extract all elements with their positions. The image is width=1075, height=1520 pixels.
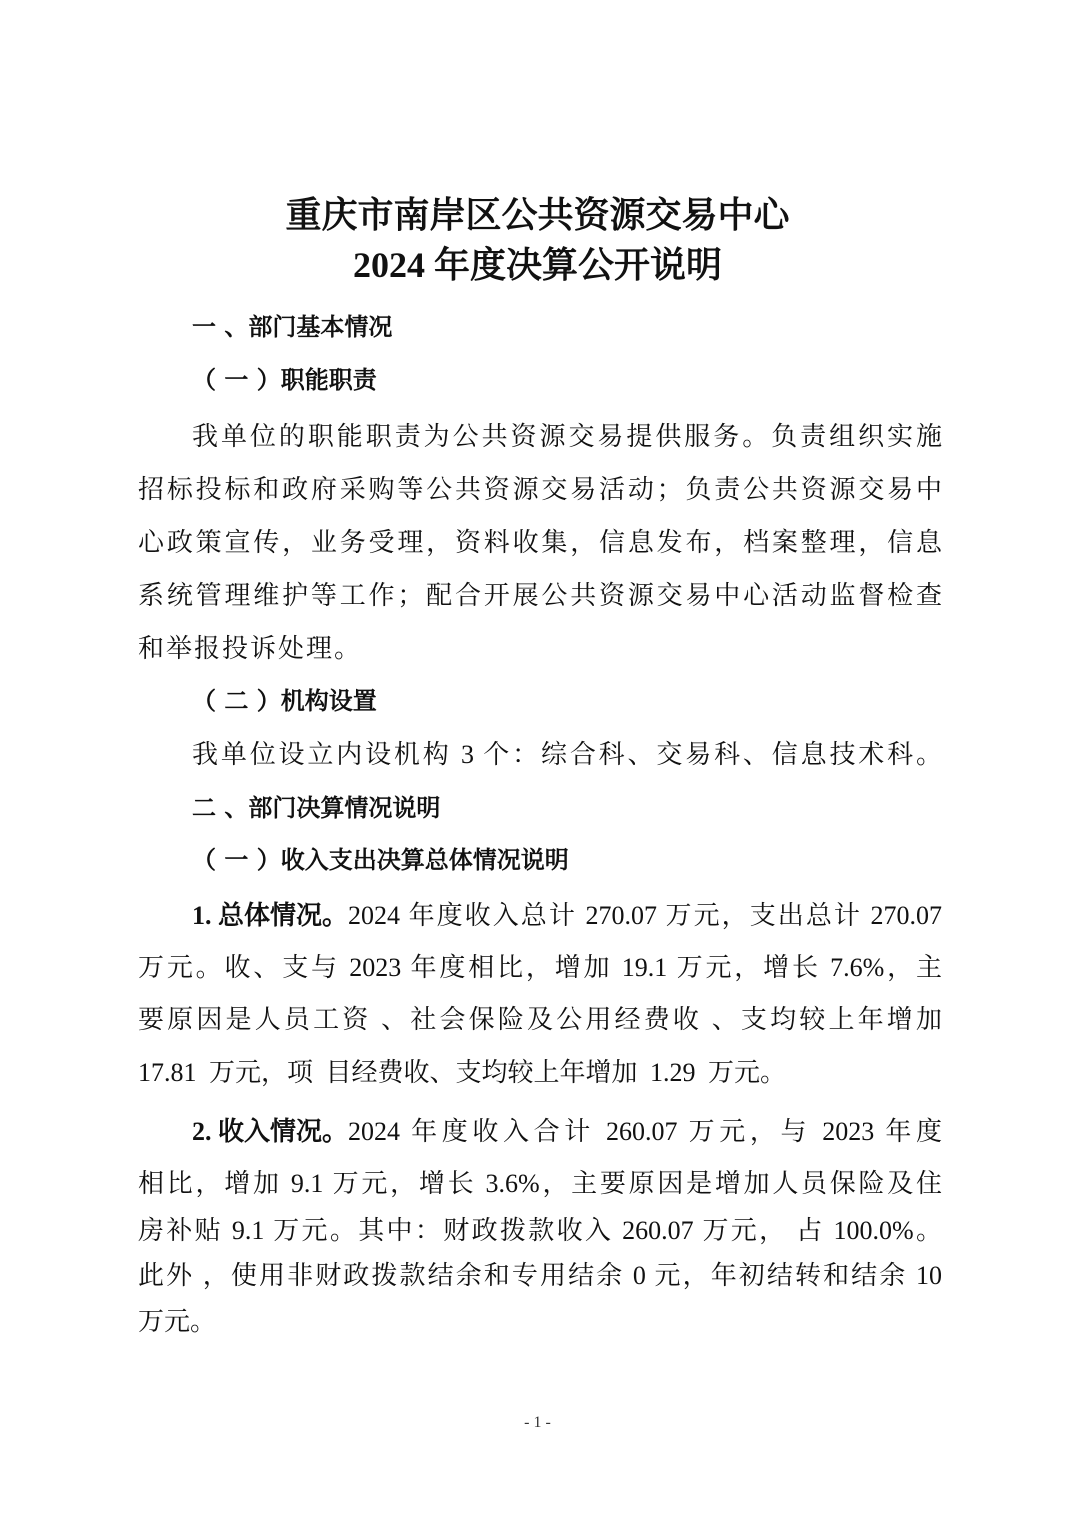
page-number: - 1 - <box>524 1414 551 1431</box>
paragraph-line: 房补贴 9.1 万元。其中：财政拨款收入 260.07 万元， 占 100.0%。 <box>138 1216 942 1245</box>
paragraph-line: 万元。收、支与 2023 年度相比，增加 19.1 万元，增长 7.6%，主 <box>138 953 942 982</box>
paragraph-line: 系统管理维护等工作；配合开展公共资源交易中心活动监督检查 <box>138 581 942 610</box>
paragraph-line: 17.81 万元，项 目经费收、支均较上年增加 1.29 万元。 <box>138 1058 787 1087</box>
paragraph-line <box>192 899 942 933</box>
paragraph-lead-overall: 1. 总体情况。 <box>192 901 349 930</box>
paragraph-lead-income: 2. 收入情况。 <box>192 1117 349 1146</box>
paragraph-line: 心政策宣传，业务受理，资料收集，信息发布，档案整理，信息 <box>138 528 942 557</box>
subsection-heading-organization: （ 二 ）机构设置 <box>192 687 377 715</box>
paragraph-text: 2024 年度收入总计 270.07 万元，支出总计 270.07 <box>348 901 942 930</box>
section-heading-2: 二 、部门决算情况说明 <box>192 794 441 822</box>
document-title-line2: 2024 年度决算公开说明 <box>352 245 722 285</box>
paragraph-text: 2024 年度收入合计 260.07 万元，与 2023 年度 <box>348 1117 942 1146</box>
section-heading-1: 一 、部门基本情况 <box>192 313 393 341</box>
paragraph-line: 此外 ，使用非财政拨款结余和专用结余 0 元，年初结转和结余 10 <box>138 1261 942 1290</box>
paragraph-line: 我单位设立内设机构 3 个：综合科、交易科、信息技术科。 <box>192 740 942 769</box>
paragraph-line <box>192 1115 942 1149</box>
paragraph-line: 要原因是人员工资 、社会保险及公用经费收 、支均较上年增加 <box>138 1005 942 1034</box>
paragraph-line: 我单位的职能职责为公共资源交易提供服务。负责组织实施 <box>192 422 942 451</box>
subsection-heading-duties: （ 一 ）职能职责 <box>192 366 377 394</box>
paragraph-line: 相比，增加 9.1 万元，增长 3.6%，主要原因是增加人员保险及住 <box>138 1169 942 1198</box>
paragraph-line: 和举报投诉处理。 <box>138 634 363 663</box>
document-title-line1: 重庆市南岸区公共资源交易中心 <box>285 195 790 235</box>
paragraph-line: 万元。 <box>138 1307 217 1336</box>
subsection-heading-overview: （ 一 ）收入支出决算总体情况说明 <box>192 846 569 874</box>
paragraph-line: 招标投标和政府采购等公共资源交易活动；负责公共资源交易中 <box>138 475 942 504</box>
